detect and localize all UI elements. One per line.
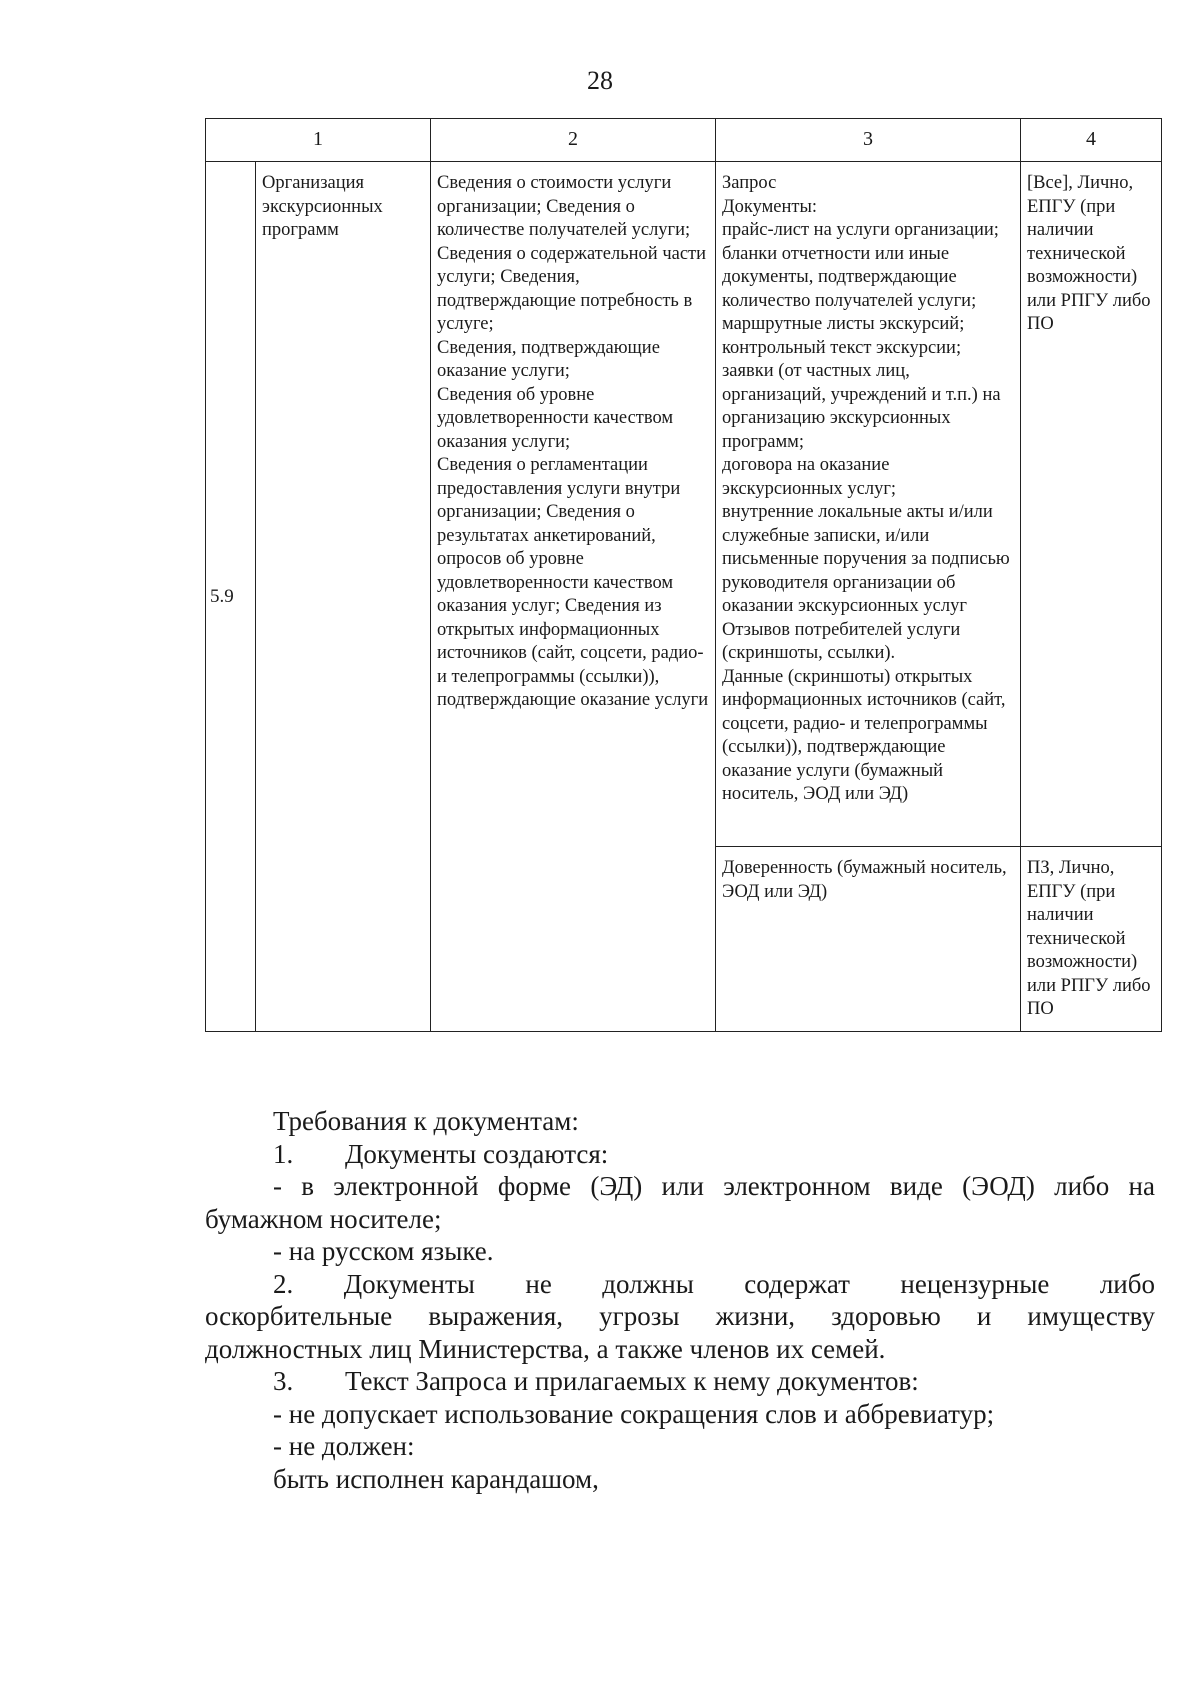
requirement-1a-line2: бумажном носителе; [205,1203,442,1234]
header-col-4: 4 [1021,119,1162,162]
header-col-3: 3 [716,119,1021,162]
item-number: 1. [273,1138,294,1169]
table-row [206,162,1162,847]
page-number: 28 [587,66,613,95]
requirement-2-line2: оскорбительные выражения, угрозы жизни, здоровью и имуществу [205,1301,1155,1331]
requirement-item-3 [205,1365,1155,1398]
service-name: Организация экскурсионных программ [256,162,431,1032]
requirement-1a-line1: - в электронной форме (ЭД) или электронном виде (ЭОД) либо на [273,1171,1155,1201]
requirement-3a: - не допускает использование сокращения слов и аббревиатур; [273,1398,995,1429]
row-number: 5.9 [206,162,256,1032]
item-text: Документы создаются: [345,1138,609,1169]
item-text: Текст Запроса и прилагаемых к нему документов: [345,1366,919,1396]
submission-channel: [Все], Лично, ЕПГУ (при наличии технической возможности) или РПГУ либо ПО [1021,162,1162,847]
requirement-item-1 [205,1138,1155,1171]
requirement-2-line1: 2. Документы не должны содержат нецензурные либо [273,1268,1155,1299]
item-number: 3. [273,1366,294,1396]
requirement-3c: быть исполнен карандашом, [273,1463,599,1494]
requirements-heading: Требования к документам: [273,1106,579,1136]
services-table [205,118,1162,1032]
required-documents: Запрос Документы: прайс-лист на услуги организации; бланки отчетности или иные документы, подтверждающие количество получателей услуги; маршрутные листы экскурсий; контрольный текст экскурсии; заявки (от частных лиц, организаций, учреждений и т.п.) на организацию экскурсионных программ; договора на оказание экскурсионных услуг; внутренние локальные акты и/или служебные записки, и/или письменные поручения за подписью руководителя организации об оказании экскурсионных услуг Отзывов потребителей услуги (скриншоты, ссылки). Данные (скриншоты) открытых информационных источников (сайт, соцсети, радио- и телепрограммы (ссылки)), подтверждающие оказание услуги (бумажный носитель, ЭОД или ЭД) [716,162,1021,847]
requirements-section [205,1105,1155,1495]
proxy-documents: Доверенность (бумажный носитель, ЭОД или ЭД) [716,847,1021,1032]
table-header-row [206,119,1162,162]
requirement-1b: - на русском языке. [273,1236,494,1266]
requirement-3b: - не должен: [273,1431,415,1461]
service-details: Сведения о стоимости услуги организации; Сведения о количестве получателей услуги; Сведения о содержательной части услуги; Сведения, подтверждающие потребность в услуге; Сведения, подтверждающие оказание услуги; Сведения об уровне удовлетворенности качеством оказания услуги; Сведения о регламентации предоставления услуги внутри организации; Сведения о результатах анкетирований, опросов об уровне удовлетворенности качеством оказания услуг; Сведения из открытых информационных источников (сайт, соцсети, радио- и телепрограммы (ссылки)), подтверждающие оказание услуги [431,162,716,1032]
proxy-submission-channel: ПЗ, Лично, ЕПГУ (при наличии технической возможности) или РПГУ либо ПО [1021,847,1162,1032]
header-col-2: 2 [431,119,716,162]
header-col-1: 1 [206,119,431,162]
requirement-2-line3: должностных лиц Министерства, а также членов их семей. [205,1333,886,1364]
